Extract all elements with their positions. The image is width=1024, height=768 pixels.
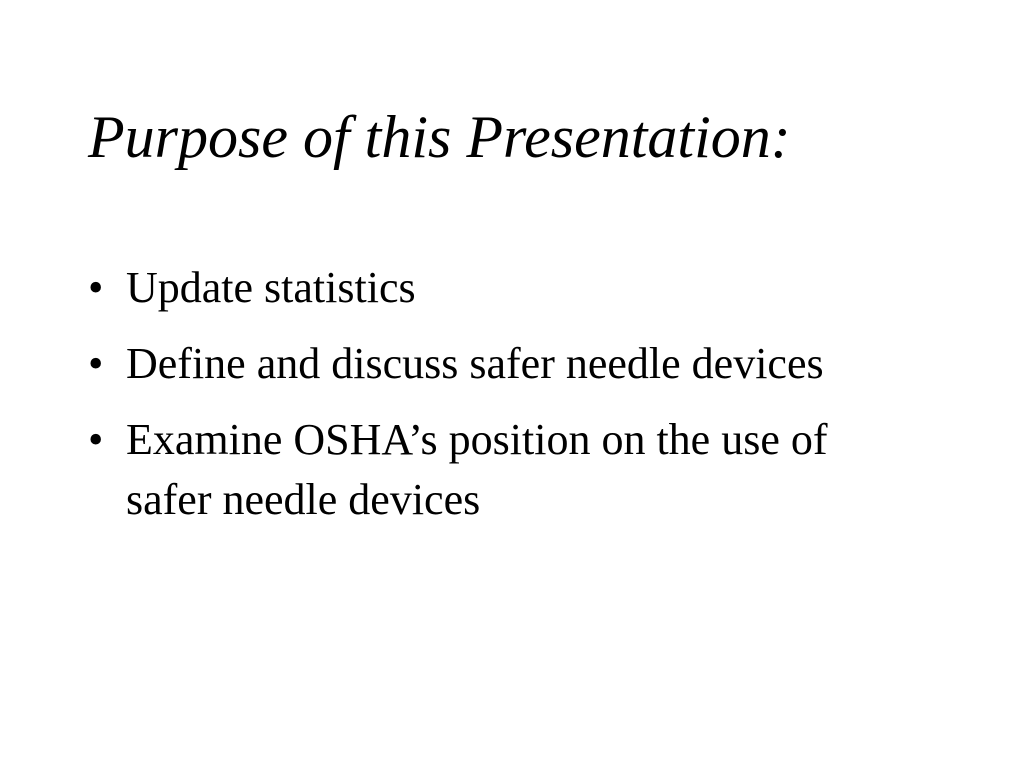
bullet-item-update-statistics	[88, 258, 908, 318]
bullet-text: Examine OSHA’s position on the use of safer needle devices	[126, 415, 828, 524]
bullet-marker: •	[88, 263, 104, 312]
slide-title: Purpose of this Presentation:	[88, 104, 791, 170]
bullet-text: Update statistics	[126, 263, 416, 312]
bullet-item-examine-osha	[88, 410, 908, 530]
bullet-marker: •	[88, 339, 104, 388]
bullet-marker: •	[88, 415, 104, 464]
bullet-list	[88, 258, 908, 546]
bullet-text: Define and discuss safer needle devices	[126, 339, 824, 388]
bullet-item-define-devices	[88, 334, 908, 394]
